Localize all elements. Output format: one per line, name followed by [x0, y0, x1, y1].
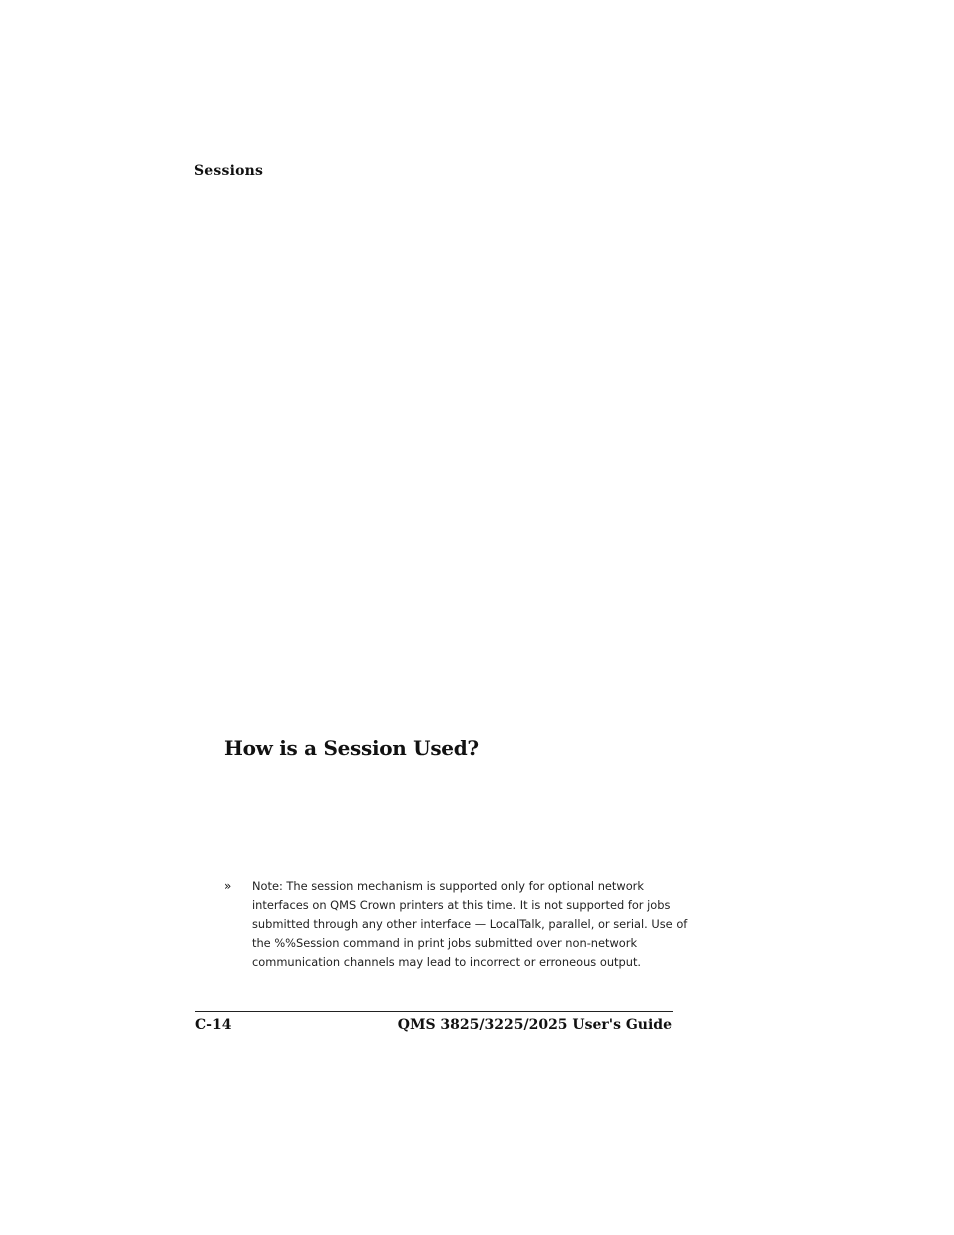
footer-divider: [195, 1011, 673, 1012]
note-line: communication channels may lead to incorrect or erroneous output.: [252, 955, 642, 969]
note-line: interfaces on QMS Crown printers at this time. It is not supported for jobs: [252, 898, 671, 912]
note-marker-icon: »: [224, 879, 232, 893]
note-line: the %%Session command in print jobs submitted over non-network: [252, 936, 638, 950]
footer-guide-title: QMS 3825/3225/2025 User's Guide: [397, 1017, 672, 1033]
note-line: Note: The session mechanism is supported only for optional network: [252, 879, 644, 893]
running-head: Sessions: [194, 163, 264, 179]
footer-page-number: C-14: [195, 1017, 232, 1033]
note-text: [252, 877, 734, 972]
section-heading: How is a Session Used?: [224, 736, 479, 760]
note-line: submitted through any other interface — LocalTalk, parallel, or serial. Use of: [252, 917, 688, 931]
